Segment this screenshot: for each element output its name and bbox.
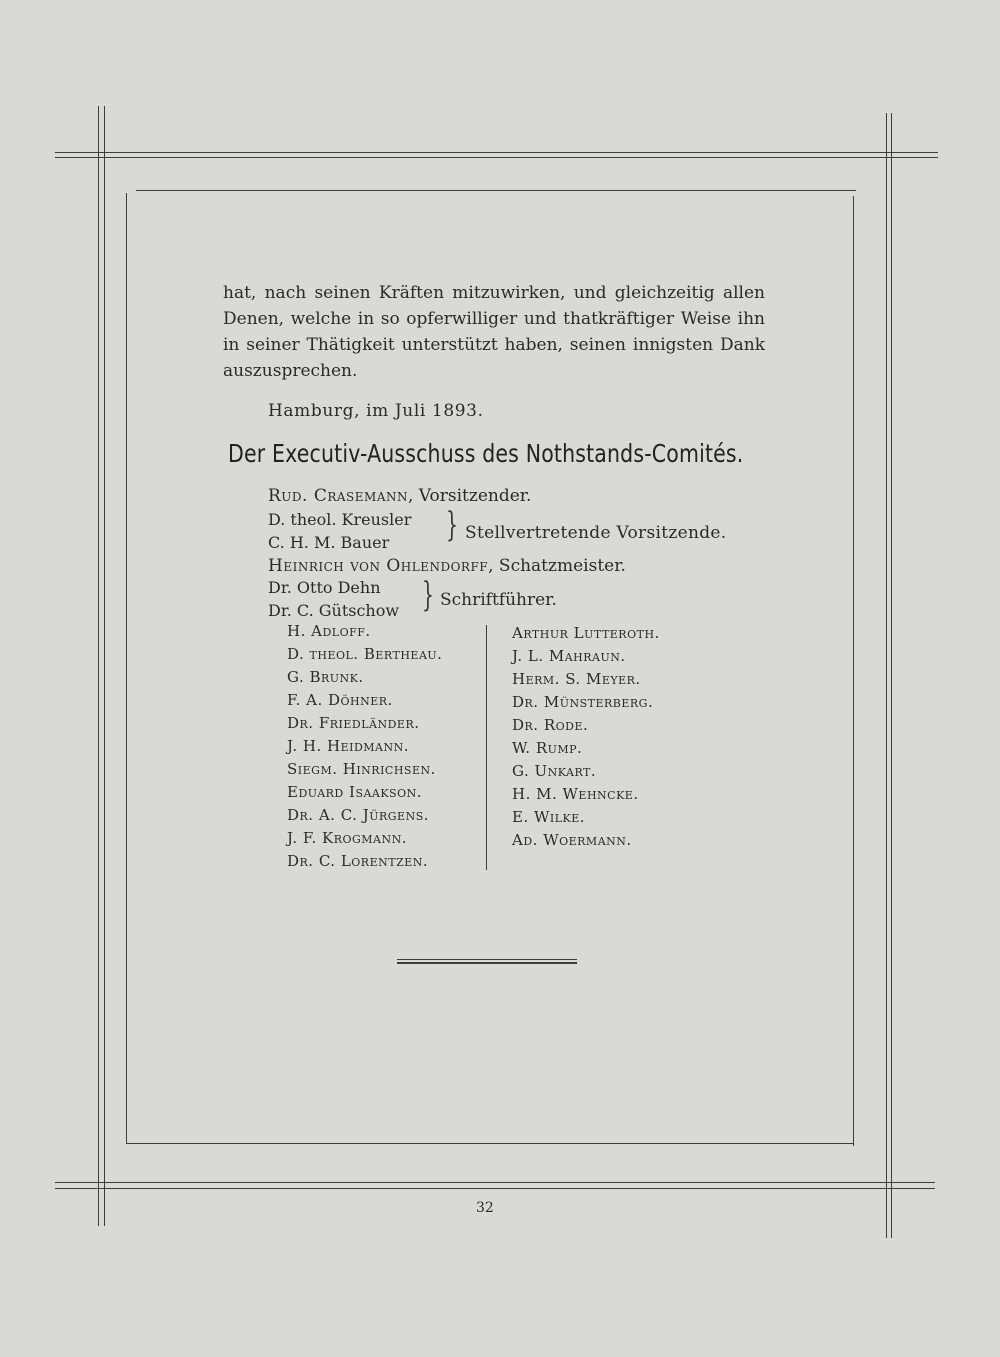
member-name: H. Adloff. [287, 622, 371, 640]
closing-paragraph [223, 280, 765, 384]
member-name: Siegm. Hinrichsen. [287, 760, 436, 778]
paragraph-line: hat, nach seinen Kräften mitzuwirken, und gleichzeitig allen [223, 283, 765, 303]
outer-frame-top-rule [55, 152, 938, 153]
vice-chairs-brace: } [446, 505, 458, 545]
committee-heading: Der Executiv-Ausschuss des Nothstands-Comités. [228, 439, 744, 468]
closing-rule [397, 959, 577, 960]
place-date: Hamburg, im Juli 1893. [268, 401, 484, 421]
paragraph-line: Denen, welche in so opferwilliger und thatkräftiger Weise ihn [223, 309, 765, 329]
inner-frame-bottom [126, 1143, 854, 1144]
outer-frame-left-rule-2 [104, 106, 105, 1226]
member-name: Eduard Isaakson. [287, 783, 423, 801]
paragraph-line: in seiner Thätigkeit unterstützt haben, seinen innigsten Dank [223, 335, 765, 355]
chair-role: , Vorsitzender. [407, 486, 532, 506]
secretary-2: Dr. C. Gütschow [268, 601, 400, 620]
vice-chairs-role: Stellvertretende Vorsitzende. [465, 523, 727, 543]
outer-frame-right-rule [886, 113, 887, 1238]
member-name: G. Brunk. [287, 668, 364, 686]
member-name: G. Unkart. [512, 762, 597, 780]
chair-name: Rud. Crasemann [268, 486, 408, 506]
inner-frame-left [126, 193, 127, 1143]
member-name: J. H. Heidmann. [287, 737, 410, 755]
member-name: D. theol. Bertheau. [287, 645, 443, 663]
members-right-column [512, 622, 660, 852]
inner-frame-right [853, 196, 854, 1146]
member-name: Dr. Münsterberg. [512, 693, 654, 711]
member-name: Dr. Friedländer. [287, 714, 420, 732]
chair-line [268, 483, 531, 509]
member-name: Dr. A. C. Jürgens. [287, 806, 430, 824]
column-divider [486, 625, 487, 870]
member-name: F. A. Döhner. [287, 691, 393, 709]
vice-chair-2: C. H. M. Bauer [268, 533, 390, 552]
members-left-column [287, 620, 442, 873]
outer-frame-top-rule-2 [55, 157, 938, 158]
member-name: J. L. Mahraun. [512, 647, 626, 665]
member-name: Ad. Woermann. [512, 831, 632, 849]
member-name: E. Wilke. [512, 808, 586, 826]
member-name: Dr. Rode. [512, 716, 589, 734]
inner-frame-top [136, 190, 856, 191]
secretaries-brace: } [422, 575, 434, 615]
outer-frame-left-rule [98, 106, 99, 1226]
page-number: 32 [476, 1200, 494, 1216]
outer-frame-bottom-rule [55, 1182, 935, 1183]
member-name: H. M. Wehncke. [512, 785, 639, 803]
outer-frame-bottom-rule-2 [55, 1188, 935, 1189]
member-name: Arthur Lutteroth. [512, 624, 660, 642]
member-name: Dr. C. Lorentzen. [287, 852, 429, 870]
member-name: W. Rump. [512, 739, 583, 757]
treasurer-name: Heinrich von Ohlendorff [268, 556, 489, 576]
treasurer-role: , Schatzmeister. [488, 556, 626, 576]
closing-rule-thick [397, 962, 577, 964]
outer-frame-right-rule-2 [891, 113, 892, 1238]
member-name: J. F. Krogmann. [287, 829, 408, 847]
secretaries-role: Schriftführer. [440, 590, 557, 610]
vice-chair-1: D. theol. Kreusler [268, 510, 412, 529]
member-name: Herm. S. Meyer. [512, 670, 641, 688]
secretary-1: Dr. Otto Dehn [268, 578, 381, 597]
paragraph-line: auszusprechen. [223, 361, 358, 381]
